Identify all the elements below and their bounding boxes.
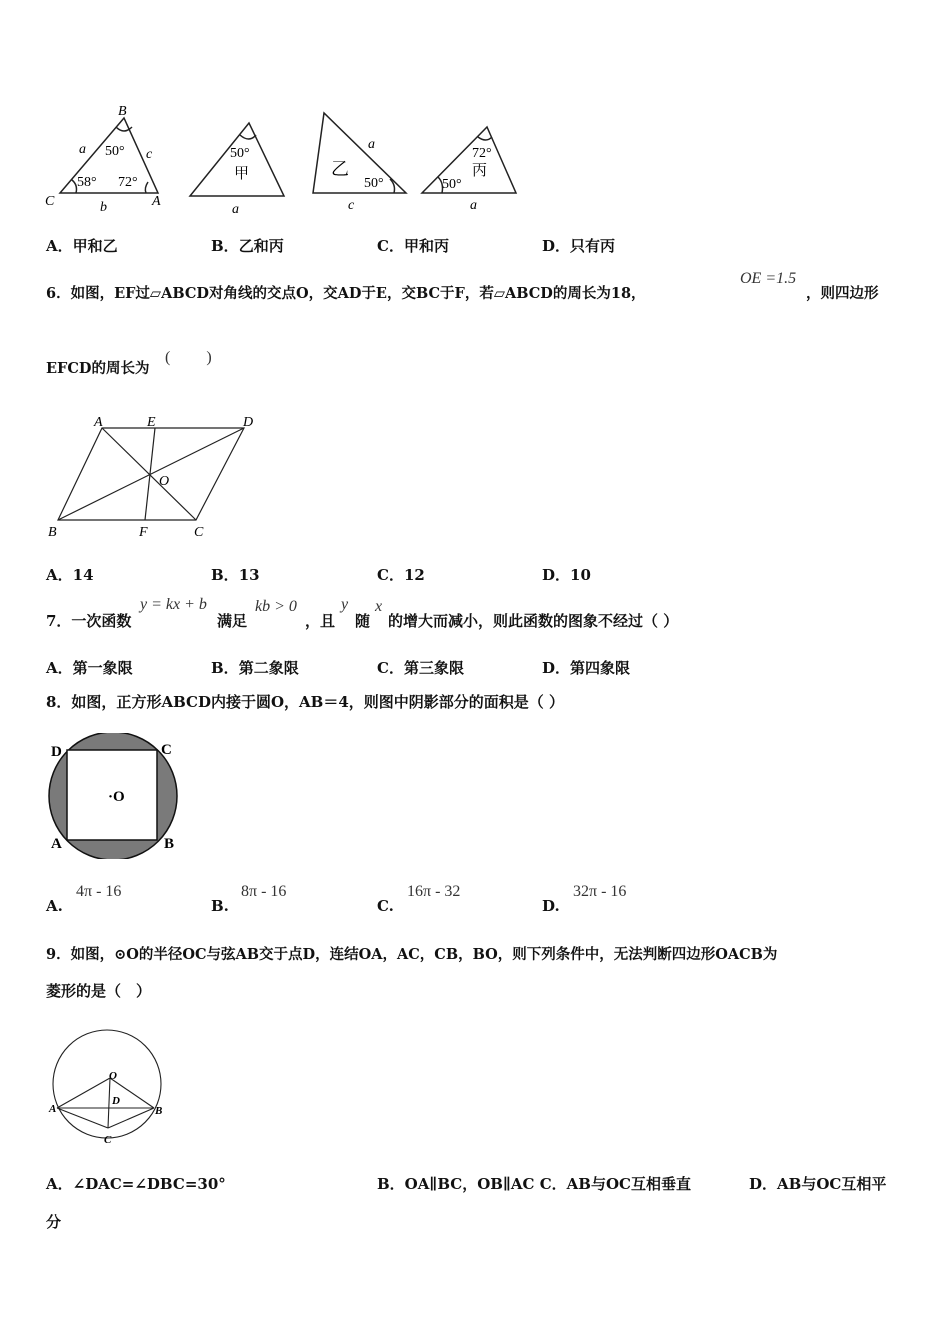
q5-option-b[interactable]: B．乙和丙 <box>211 237 284 255</box>
q6-parallelogram-figure <box>40 408 270 548</box>
q5-t1-label-c: C <box>45 194 55 209</box>
q8-circle-square-figure <box>40 733 190 859</box>
q5-t4-side: a <box>470 198 477 213</box>
q5-t4-angle-left: 50° <box>442 177 462 192</box>
q5-figures <box>30 95 540 220</box>
q7-option-a[interactable]: A．第一象限 <box>46 659 133 677</box>
q8-label-d: D <box>51 744 62 760</box>
q6-label-c: C <box>194 525 204 540</box>
q5-t1-angle-b: 50° <box>105 144 125 159</box>
q8-label-o: ·O <box>108 789 125 805</box>
q8-label-b: B <box>164 836 175 852</box>
q5-triangle-yi <box>313 113 406 193</box>
q6-option-a[interactable]: A．14 <box>46 566 94 584</box>
q8-option-d-formula: 32π - 16 <box>573 883 627 900</box>
q6-stem-line1: 6．如图，EF过▱ABCD对角线的交点O，交AD于E，交BC于F，若▱ABCD的周长为18， <box>46 285 646 302</box>
q6-label-d: D <box>243 415 254 430</box>
q9-stem-line2: 菱形的是（ ） <box>46 982 152 1000</box>
q6-option-d[interactable]: D．10 <box>542 566 591 584</box>
q6-option-c[interactable]: C．12 <box>377 566 425 584</box>
q5-t3-side-a: a <box>368 137 375 152</box>
q5-t1-side-b: b <box>100 200 107 215</box>
q5-t4-name: 丙 <box>472 163 488 179</box>
q6-label-b: B <box>48 525 57 540</box>
q8-label-a: A <box>51 836 62 852</box>
q8-option-b-formula: 8π - 16 <box>241 883 287 900</box>
q7-and: ，且 <box>305 612 336 630</box>
q5-t4-angle-top: 72° <box>472 146 492 161</box>
q6-label-e: E <box>147 415 156 430</box>
q7-function: y = kx + b <box>140 596 207 613</box>
q6-oe-formula: OE =1.5 <box>740 270 797 287</box>
q8-option-a-formula: 4π - 16 <box>76 883 122 900</box>
q9-option-d-continued: 分 <box>46 1213 62 1231</box>
q8-label-c: C <box>161 742 172 758</box>
q9-label-o: O <box>109 1070 117 1082</box>
q7-condition: kb > 0 <box>255 598 297 615</box>
q5-option-a[interactable]: A．甲和乙 <box>46 237 118 255</box>
q7-option-d[interactable]: D．第四象限 <box>542 659 631 677</box>
q6-stem-tail: ，则四边形 <box>806 285 879 302</box>
q6-answer-bracket: ( ) <box>165 349 212 366</box>
q7-sui: 随 <box>355 612 371 630</box>
q5-t1-angle-a: 72° <box>118 175 138 190</box>
q7-lead: 7．一次函数 <box>46 612 132 630</box>
q9-option-b-c[interactable]: B．OA∥BC，OB∥AC C．AB与OC互相垂直 <box>377 1175 691 1193</box>
q7-var-x: x <box>375 598 383 615</box>
q9-circle <box>53 1030 161 1138</box>
q5-t1-side-c: c <box>146 147 153 162</box>
q5-t2-name: 甲 <box>234 166 250 182</box>
q5-option-c[interactable]: C．甲和丙 <box>377 237 449 255</box>
q5-t1-angle-c: 58° <box>77 175 97 190</box>
q6-label-f: F <box>139 525 148 540</box>
q5-triangle-bing <box>422 127 516 193</box>
q9-stem-line1: 9．如图，⊙O的半径OC与弦AB交于点D，连结OA，AC，CB，BO，则下列条件中，无法判断四边形OACB为 <box>46 946 778 963</box>
q9-label-b: B <box>155 1105 163 1117</box>
q5-t2-side: a <box>232 202 239 217</box>
q9-circle-figure <box>45 1022 175 1150</box>
q5-t3-angle: 50° <box>364 176 384 191</box>
q9-label-c: C <box>104 1134 112 1146</box>
q8-option-c-formula: 16π - 32 <box>407 883 461 900</box>
q8-option-c-letter[interactable]: C. <box>377 897 394 915</box>
q9-label-d: D <box>112 1095 120 1107</box>
q7-option-c[interactable]: C．第三象限 <box>377 659 464 677</box>
q7-option-b[interactable]: B．第二象限 <box>211 659 299 677</box>
q7-tail: 的增大而减小，则此函数的图象不经过（ ） <box>388 612 679 630</box>
q7-satisfy: 满足 <box>217 612 248 630</box>
q9-label-a: A <box>49 1103 57 1115</box>
q5-t3-name: 乙 <box>331 159 349 179</box>
q9-option-d[interactable]: D．AB与OC互相平 <box>749 1175 887 1193</box>
q7-var-y: y <box>341 596 349 613</box>
q6-label-o: O <box>159 474 170 489</box>
q5-t3-side-c: c <box>348 198 355 213</box>
q5-t2-angle: 50° <box>230 146 250 161</box>
q6-option-b[interactable]: B．13 <box>211 566 260 584</box>
q5-t1-label-b: B <box>118 104 127 119</box>
q6-label-a: A <box>94 415 103 430</box>
q5-option-d[interactable]: D．只有丙 <box>542 237 616 255</box>
q8-option-b-letter[interactable]: B. <box>211 897 229 915</box>
q6-stem-line2: EFCD的周长为 <box>46 360 150 377</box>
q8-option-d-letter[interactable]: D. <box>542 897 560 915</box>
q8-stem: 8．如图，正方形ABCD内接于圆O，AB＝4，则图中阴影部分的面积是（ ） <box>46 693 565 711</box>
q5-t1-side-a: a <box>79 142 86 157</box>
q9-option-a[interactable]: A．∠DAC=∠DBC=30° <box>46 1175 226 1193</box>
q5-t1-label-a: A <box>152 194 161 209</box>
q8-option-a-letter[interactable]: A. <box>46 897 63 915</box>
